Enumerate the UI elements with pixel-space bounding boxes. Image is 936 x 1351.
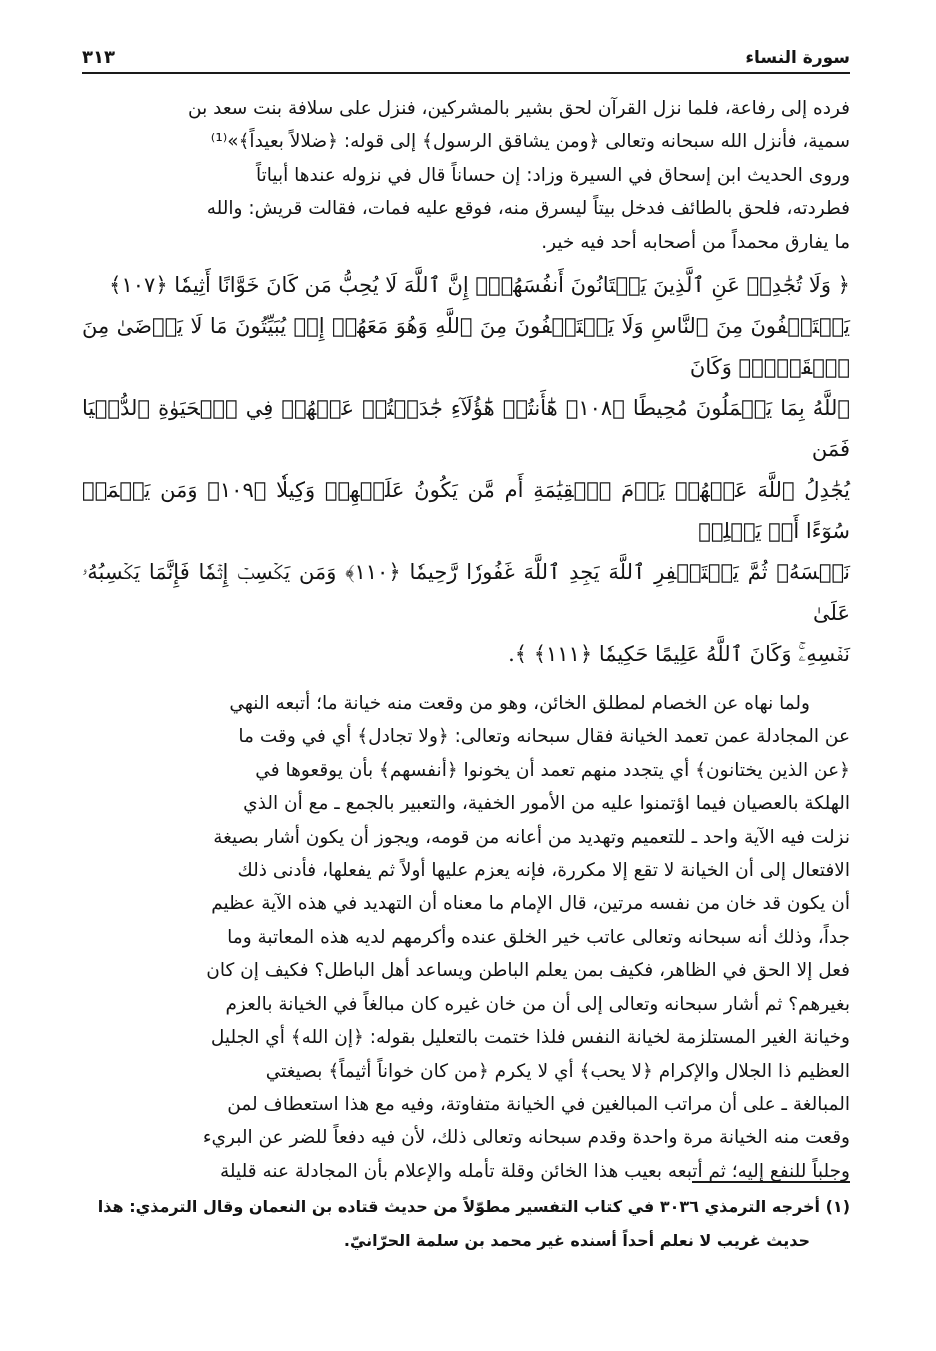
verse-line: نَفۡسِهِۦۚ وَكَانَ ٱللَّهُ عَلِيمًا حَكِيمٗا ﴿١١١﴾ ﴾.	[508, 642, 850, 667]
commentary-paragraph	[82, 687, 850, 1188]
footnote-line: حديث غريب لا نعلم أحداً أسنده غير محمد بن سلمة الحرّانيّ.	[343, 1231, 810, 1250]
text-line: وروى الحديث ابن إسحاق في السيرة وزاد: إن حساناً قال في نزوله عندها أبياتاً	[255, 164, 850, 186]
page-header	[82, 38, 850, 74]
text-line: وجلباً للنفع إليه؛ ثم أتبعه بعيب هذا الخائن وقلة تأمله والإعلام بأن المجادلة عنه قليلة	[219, 1160, 850, 1182]
text-line: سمية، فأنزل الله سبحانه وتعالى ﴿ومن يشاقق الرسول﴾ إلى قوله: ﴿ضلالاً بعيداً﴾»⁽¹⁾	[210, 131, 850, 153]
footnote-divider	[692, 1181, 850, 1183]
verse-line: ﴿ وَلَا تُجَٰدِلۡ عَنِ ٱلَّذِينَ يَخۡتَانُونَ أَنفُسَهُمۡۚ إِنَّ ٱللَّهَ لَا يُحِبُّ مَن كَانَ خَوَّانًا أَثِيمٗا ﴿١٠٧﴾	[109, 273, 850, 298]
text-line: العظيم ذا الجلال والإكرام ﴿لا يحب﴾ أي لا يكرم ﴿من كان خواناً أثيماً﴾ بصيغتي	[265, 1060, 850, 1082]
text-line: وقعت منه الخيانة مرة واحدة وقدم سبحانه وتعالى ذلك، لأن فيه دفعاً للضر عن البريء	[202, 1127, 850, 1149]
footnote-line: (١) أخرجه الترمذي ٣٠٣٦ في كتاب التفسير مطوّلاً من حديث قتاده بن النعمان وقال الترمذي: هذا	[97, 1197, 850, 1216]
text-line: ﴿عن الذين يختانون﴾ أي يتجدد منهم تعمد أن يخونوا ﴿أنفسهم﴾ بأن يوقعوها في	[255, 759, 850, 781]
verse-line: ٱللَّهُ بِمَا يَعۡمَلُونَ مُحِيطًا ﴿١٠٨﴾ هَٰٓأَنتُمۡ هَٰٓؤُلَآءِ جَٰدَلۡتُمۡ عَنۡهُمۡ فِي ٱلۡحَيَوٰةِ ٱلدُّنۡيَا فَمَن	[82, 396, 850, 462]
verse-line: يُجَٰدِلُ ٱللَّهَ عَنۡهُمۡ يَوۡمَ ٱلۡقِيَٰمَةِ أَم مَّن يَكُونُ عَلَيۡهِمۡ وَكِيلٗا ﴿١٠٩﴾ وَمَن يَعۡمَلۡ سُوٓءًا أَوۡ يَظۡلِمۡ	[82, 478, 850, 544]
text-line: المبالغة ـ على أن مراتب المبالغين في الخيانة متفاوتة، وفيه مع هذا استعطاف لمن	[227, 1093, 850, 1115]
text-line: جداً، وذلك أنه سبحانه وتعالى عاتب خير الخلق عنده وأكرمهم لديه هذه المعاتبة وما	[227, 926, 850, 948]
intro-paragraph	[82, 92, 850, 259]
verse-line: نَفۡسَهُۥ ثُمَّ يَسۡتَغۡفِرِ ٱللَّهَ يَجِدِ ٱللَّهَ غَفُورٗا رَّحِيمٗا ﴿١١٠﴾ وَمَن يَكۡسِبۡ إِثۡمٗا فَإِنَّمَا يَكۡسِبُهُۥ عَلَىٰ	[82, 560, 850, 626]
text-line: فرده إلى رفاعة، فلما نزل القرآن لحق بشير بالمشركين، فنزل على سلافة بنت سعد بن	[188, 98, 850, 119]
text-line: فطردته، فلحق بالطائف فدخل بيتاً ليسرق منه، فوقع عليه فمات، فقالت قريش: والله	[206, 198, 850, 220]
page-number: ٣١٣	[82, 47, 115, 68]
surah-title: سورة النساء	[745, 48, 850, 68]
text-line: ولما نهاه عن الخصام لمطلق الخائن، وهو من وقعت منه خيانة ما؛ أتبعه النهي	[229, 693, 810, 715]
text-line: ما يفارق محمداً من أصحابه أحد فيه خير.	[541, 231, 850, 253]
text-line: الهلكة بالعصيان فيما اؤتمنوا عليه من الأمور الخفية، والتعبير بالجمع ـ مع أن الذي	[243, 793, 850, 815]
text-line: عن المجادلة عمن تعمد الخيانة فقال سبحانه وتعالى: ﴿ولا تجادل﴾ أي في وقت ما	[238, 726, 850, 748]
text-line: الافتعال إلى أن الخيانة لا تقع إلا مكررة، فإنه يعزم عليها أولاً ثم يفعلها، فأدنى ذلك	[237, 860, 850, 882]
verse-line: يَسۡتَخۡفُونَ مِنَ ٱلنَّاسِ وَلَا يَسۡتَخۡفُونَ مِنَ ٱللَّهِ وَهُوَ مَعَهُمۡ إِذۡ يُبَيِّتُونَ مَا لَا يَرۡضَىٰ مِنَ ٱلۡقَوۡلِۚ وَكَانَ	[82, 314, 850, 380]
footnotes	[82, 1190, 850, 1258]
text-line: أن يكون قد خان من نفسه مرتين، قال الإمام ما معناه أن التهديد في هذه الآية عظيم	[211, 893, 850, 915]
text-line: بغيرهم؟ ثم أشار سبحانه وتعالى إلى أن من خان غيره كان مبالغاً في الخيانة بالعزم	[225, 993, 850, 1015]
text-line: وخيانة الغير المستلزمة لخيانة النفس فلذا ختمت بالتعليل بقوله: ﴿إن الله﴾ أي الجليل	[210, 1027, 850, 1049]
text-line: فعل إلا الحق في الظاهر، فكيف بمن يعلم الباطن ويساعد أهل الباطل؟ فكيف إن كان	[206, 960, 850, 982]
text-line: نزلت فيه الآية واحد ـ للتعميم وتهديد من أعانه من قومه، ويجوز أن يكون أشار بصيغة	[213, 826, 850, 848]
quran-verses	[82, 265, 850, 675]
